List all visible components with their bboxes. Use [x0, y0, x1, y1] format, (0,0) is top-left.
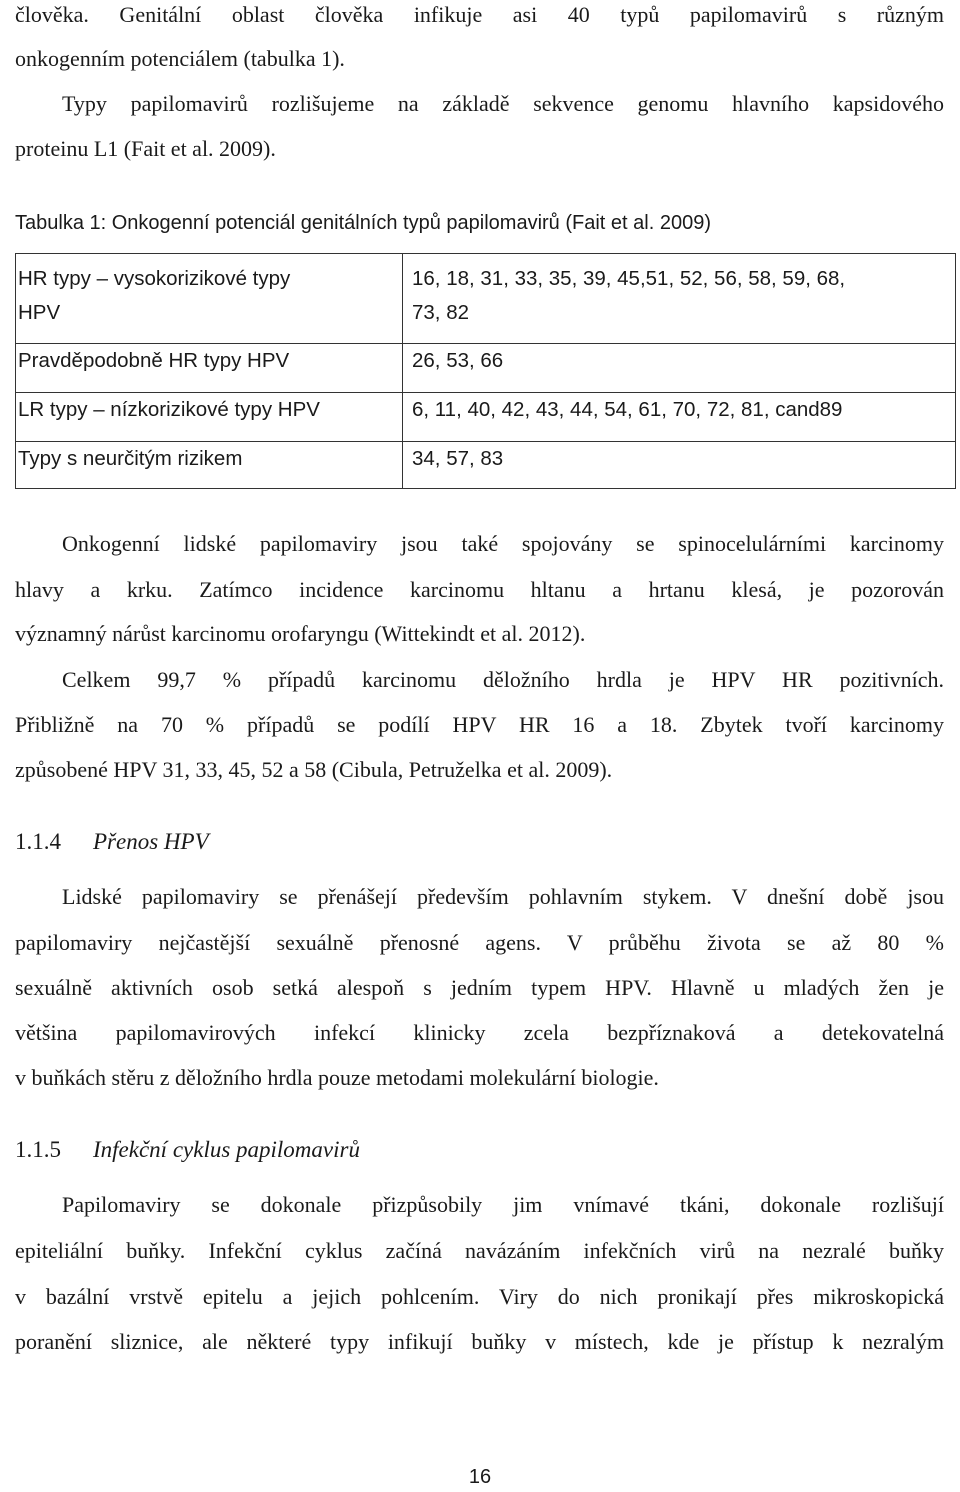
total-line-1: Celkem 99,7 % případů karcinomu děložního hrdla je HPV HR pozitivních.	[62, 667, 944, 692]
table-cell-value: 6, 11, 40, 42, 43, 44, 54, 61, 70, 72, 81, cand89	[403, 393, 956, 442]
table-row	[16, 393, 956, 442]
cycle-line-1: Papilomaviry se dokonale přizpůsobily jim vnímavé tkáni, dokonale rozlišují	[62, 1192, 944, 1217]
transmission-line-2: papilomaviry nejčastější sexuálně přenosné agens. V průběhu života se až 80 %	[15, 930, 944, 955]
total-line-3: způsobené HPV 31, 33, 45, 52 a 58 (Cibula, Petruželka et al. 2009).	[15, 757, 613, 782]
cycle-line-3: v bazální vrstvě epitelu a jejich pohlcením. Viry do nich pronikají přes mikroskopická	[15, 1284, 944, 1309]
intro-line-4: proteinu L1 (Fait et al. 2009).	[15, 136, 276, 161]
table-caption: Tabulka 1: Onkogenní potenciál genitálních typů papilomavirů (Fait et al. 2009)	[15, 212, 711, 234]
transmission-line-4: většina papilomavirových infekcí klinicky zcela bezpříznaková a detekovatelná	[15, 1020, 944, 1045]
oncogenic-line-3: významný nárůst karcinomu orofaryngu (Wittekindt et al. 2012).	[15, 621, 586, 646]
intro-line-3: Typy papilomavirů rozlišujeme na základě sekvence genomu hlavního kapsidového	[62, 91, 944, 116]
total-line-2: Přibližně na 70 % případů se podílí HPV HR 16 a 18. Zbytek tvoří karcinomy	[15, 712, 944, 737]
section-heading-1-1-4	[15, 826, 209, 858]
oncogenic-line-2: hlavy a krku. Zatímco incidence karcinomu hltanu a hrtanu klesá, je pozorován	[15, 577, 944, 602]
row-value-line: 16, 18, 31, 33, 35, 39, 45,51, 52, 56, 58, 59, 68,	[412, 267, 846, 290]
row-label-line: HR typy – vysokorizikové typy	[18, 267, 291, 290]
transmission-line-1: Lidské papilomaviry se přenášejí především pohlavním stykem. V dnešní době jsou	[62, 884, 944, 909]
cycle-line-2: epiteliální buňky. Infekční cyklus začíná navázáním infekčních virů na nezralé buňky	[15, 1238, 944, 1263]
page-number: 16	[468, 1466, 492, 1488]
table-row	[16, 254, 956, 344]
table-cell-label: LR typy – nízkorizikové typy HPV	[16, 393, 403, 442]
table-cell-label	[16, 254, 403, 344]
section-number: 1.1.5	[15, 1137, 61, 1162]
hpv-risk-table	[15, 253, 956, 489]
transmission-line-3: sexuálně aktivních osob setká alespoň s jedním typem HPV. Hlavně u mladých žen je	[15, 975, 944, 1000]
oncogenic-line-1: Onkogenní lidské papilomaviry jsou také spojovány se spinocelulárními karcinomy	[62, 531, 944, 556]
table-row	[16, 442, 956, 489]
table-cell-value: 34, 57, 83	[403, 442, 956, 489]
section-heading-1-1-5	[15, 1134, 360, 1166]
table-cell-value	[403, 254, 956, 344]
section-number: 1.1.4	[15, 829, 61, 854]
transmission-line-5: v buňkách stěru z děložního hrdla pouze metodami molekulární biologie.	[15, 1065, 659, 1090]
table-cell-label: Pravděpodobně HR typy HPV	[16, 344, 403, 393]
table-row	[16, 344, 956, 393]
section-title: Infekční cyklus papilomavirů	[93, 1137, 360, 1162]
intro-line-2: onkogenním potenciálem (tabulka 1).	[15, 46, 345, 71]
row-label-line: HPV	[18, 301, 61, 324]
cycle-line-4: poranění sliznice, ale některé typy infikují buňky v místech, kde je přístup k nezralým	[15, 1329, 944, 1354]
table-cell-label: Typy s neurčitým rizikem	[16, 442, 403, 489]
row-value-line: 73, 82	[412, 301, 469, 324]
intro-line-1: člověka. Genitální oblast člověka infikuje asi 40 typů papilomavirů s různým	[15, 2, 944, 27]
section-title: Přenos HPV	[93, 829, 209, 854]
table-cell-value: 26, 53, 66	[403, 344, 956, 393]
